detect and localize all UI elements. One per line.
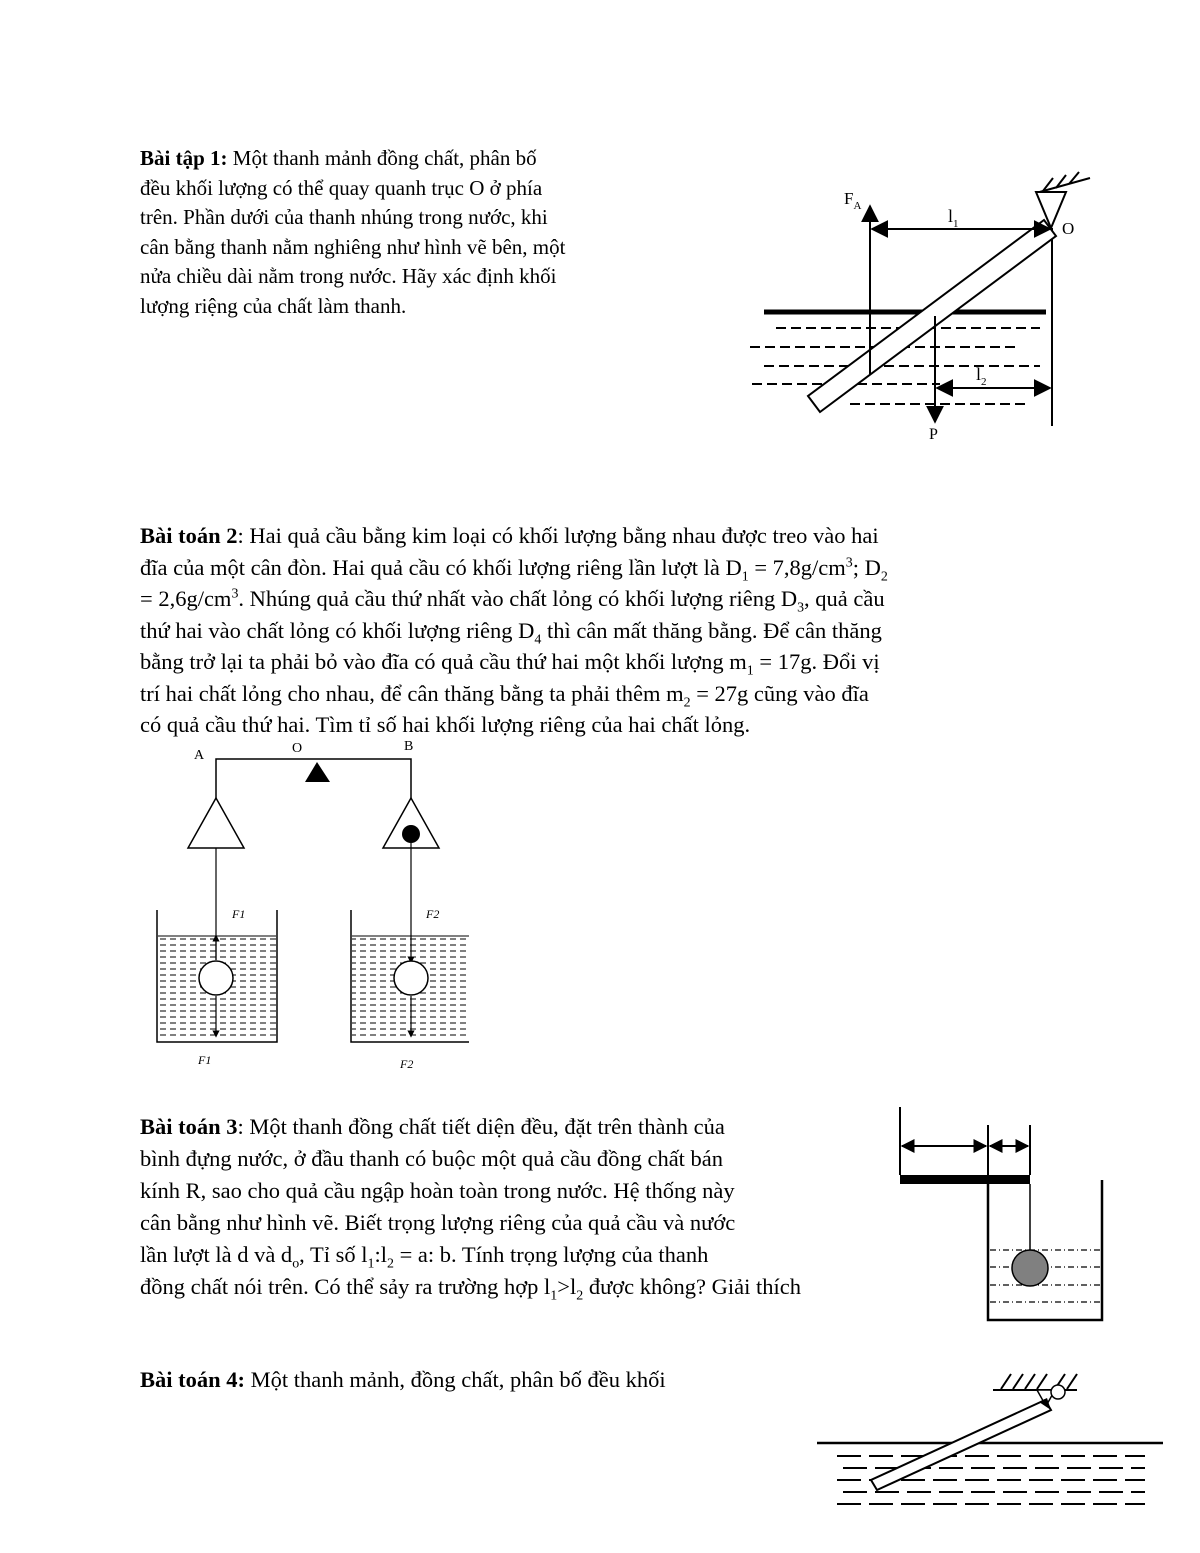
p-label: P: [929, 426, 938, 443]
label-o: O: [292, 741, 303, 756]
problem-1-text: [140, 144, 700, 322]
problem-1-heading: Bài tập 1:: [140, 146, 228, 170]
problem-2-figure: [150, 738, 480, 1078]
right-pan-weight: [402, 825, 420, 843]
label-f2-bottom: F2: [400, 1057, 414, 1071]
label-b: B: [404, 739, 414, 754]
problem-3-text: Bài toán 3: Một thanh đồng chất tiết diện đều, đặt trên thành của bình đựng nước, ở đầu thanh có buộc một quả cầu đồng chất bán kính R, sao cho quả cầu ngập hoàn toàn trong nước. Hệ thống này cân bằng như hình vẽ. Biết trọng lượng riêng của quả cầu và nước lần lượt là d và $d_o$, Tỉ số $l_1:l_2 = a$: b. Tính trọng lượng của thanh đồng chất nói trên. Có thể sảy ra trường hợp $l_1>l_2$ được không? Giải thích: [140, 1114, 801, 1304]
bar: [900, 1175, 1030, 1184]
left-sphere: [199, 961, 233, 995]
problem-4-figure: [815, 1368, 1170, 1528]
ceiling-hatch: [993, 1374, 1077, 1390]
problem-1-line-6: lượng riệng của chất làm thanh.: [140, 293, 407, 318]
fulcrum: [305, 762, 330, 782]
l2-label: $l_2$: [976, 364, 987, 388]
problem-1-line-4: cân bằng thanh nằm nghiêng như hình vẽ bên, một: [140, 234, 566, 259]
problem-2-heading: Bài toán 2: [140, 523, 238, 548]
problem-1-line-1: Một thanh mảnh đồng chất, phân bố: [227, 146, 537, 170]
right-sphere: [394, 961, 428, 995]
problem-1-figure: [740, 170, 1100, 450]
problem-2-text: Bài toán 2: Hai quả cầu bằng kim loại có khối lượng bằng nhau được treo vào hai đĩa của một cân đòn. Hai quả cầu có khối lượng riêng lần lượt là $D_1 = 7,8g/cm^3$; $D_2$ = $2,6g/cm^3$. Nhúng quả cầu thứ nhất vào chất lỏng có khối lượng riêng $D_3$, quả cầu thứ hai vào chất lỏng có khối lượng riêng $D_4$ thì cân mất thăng bằng. Để cân thăng bằng trở lại ta phải bỏ vào đĩa có quả cầu thứ hai một khối lượng $m_1 = 17g$. Đổi vị trí hai chất lỏng cho nhau, để cân thăng bằng ta phải thêm $m_2 = 27g$ cũng vào đĩa có quả cầu thứ hai. Tìm tỉ số hai khối lượng riêng của hai chất lỏng.: [140, 523, 888, 737]
problem-1-line-5: nửa chiều dài nằm trong nước. Hãy xác định khối: [140, 264, 557, 289]
ceiling-hatch: [1036, 172, 1090, 193]
problem-4-text: Bài toán 4: Một thanh mảnh, đồng chất, phân bố đều khối: [140, 1367, 666, 1392]
label-f2-top: F2: [426, 907, 440, 921]
label-f1-top: F1: [232, 907, 246, 921]
left-pan: [188, 798, 244, 848]
rod: [871, 1400, 1051, 1490]
l1-label: $l_1$: [948, 206, 959, 230]
fa-label: $F_A$: [844, 189, 862, 212]
problem-3-figure: [890, 1105, 1110, 1330]
problem-3-heading: Bài toán 3: [140, 1114, 238, 1139]
o-label: O: [1062, 219, 1075, 238]
label-a: A: [194, 748, 205, 763]
problem-4-heading: Bài toán 4:: [140, 1367, 246, 1392]
sphere: [1012, 1250, 1048, 1286]
problem-1-line-2: đều khối lượng có thể quay quanh trục O ở phía: [140, 175, 543, 200]
problem-1-line-3: trên. Phần dưới của thanh nhúng trong nước, khi: [140, 205, 548, 230]
pivot-circle: [1051, 1385, 1065, 1399]
label-f1-bottom: F1: [198, 1053, 212, 1067]
